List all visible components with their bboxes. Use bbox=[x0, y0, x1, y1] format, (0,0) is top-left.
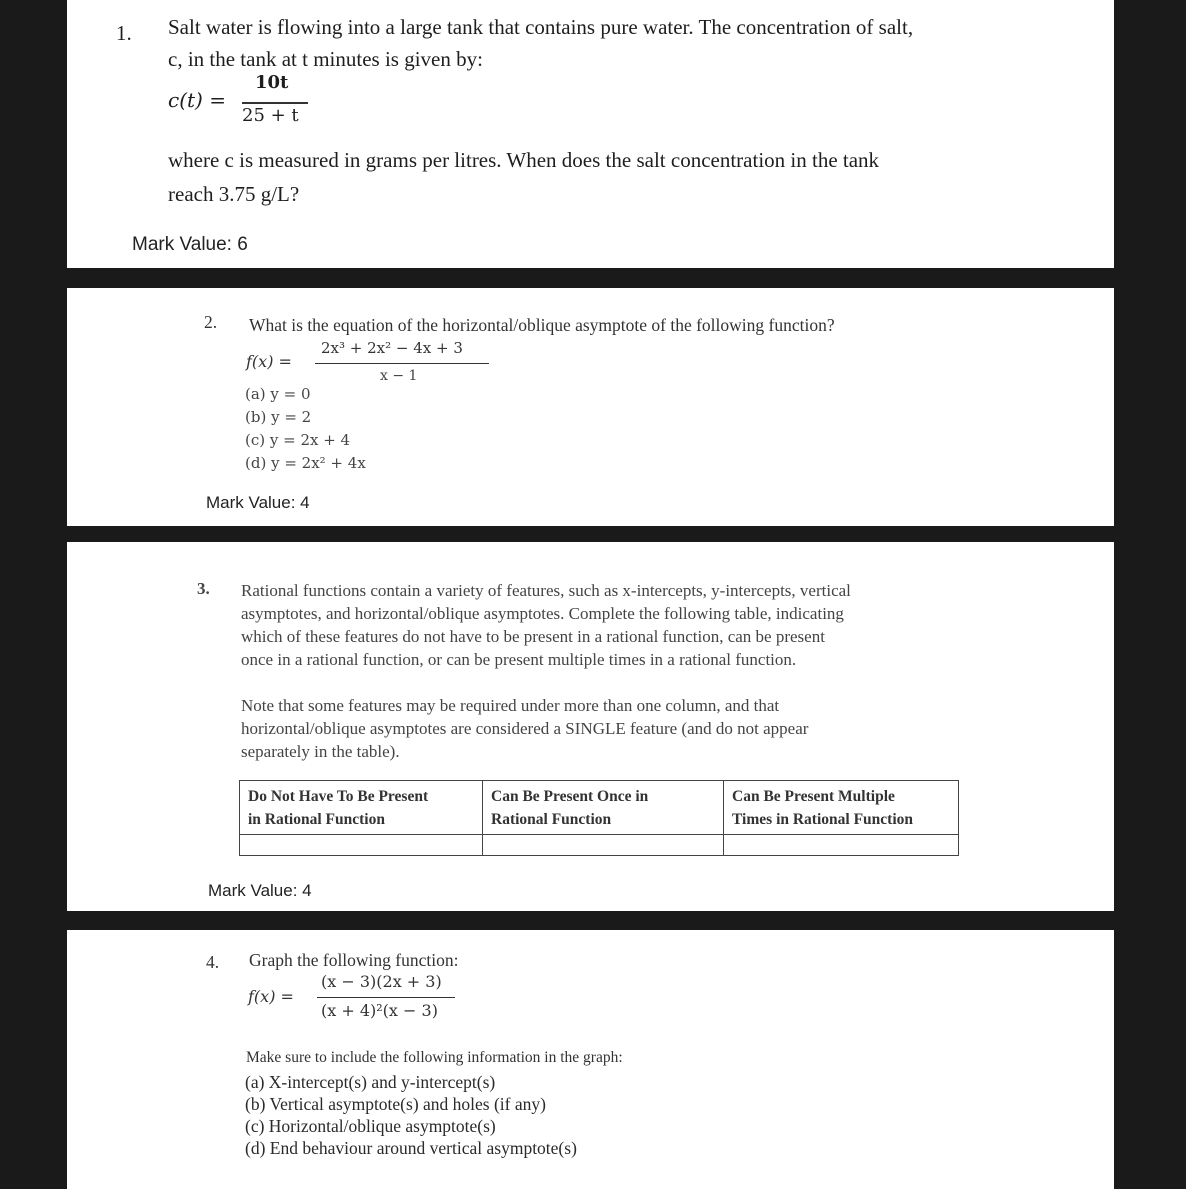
header-line: Rational Function bbox=[491, 811, 612, 828]
question-4-formula-lhs: f(x) = bbox=[248, 987, 294, 1006]
features-table-answer-cell[interactable] bbox=[724, 835, 959, 856]
question-2-prompt: What is the equation of the horizontal/oblique asymptote of the following function? bbox=[249, 315, 835, 335]
question-1-number: 1. bbox=[116, 21, 132, 45]
features-table bbox=[239, 780, 959, 856]
features-table-header-cell bbox=[483, 781, 724, 835]
question-4-requirements-list bbox=[245, 1071, 577, 1159]
question-2-option-d: (d) y = 2x² + 4x bbox=[245, 454, 366, 472]
question-2-card bbox=[67, 288, 1114, 526]
header-line: in Rational Function bbox=[248, 811, 385, 828]
header-line: Times in Rational Function bbox=[732, 811, 914, 828]
question-1-text-line-2: c, in the tank at t minutes is given by: bbox=[168, 47, 483, 71]
question-4-card bbox=[67, 930, 1114, 1189]
question-3-paragraph-1-line: Rational functions contain a variety of features, such as x-intercepts, y-intercepts, vertical bbox=[241, 581, 851, 600]
question-1-text-line-4: reach 3.75 g/L? bbox=[168, 182, 300, 206]
question-3-number: 3. bbox=[197, 579, 210, 598]
list-item: (d) End behaviour around vertical asymptote(s) bbox=[245, 1138, 577, 1158]
features-table-header-cell bbox=[724, 781, 959, 835]
question-3-paragraph-1-line: once in a rational function, or can be present multiple times in a rational function. bbox=[241, 650, 797, 669]
question-2-option-a: (a) y = 0 bbox=[245, 385, 311, 403]
question-3-card bbox=[67, 542, 1114, 911]
question-1-fraction-bar bbox=[242, 102, 308, 104]
question-4-formula-denominator: (x + 4)²(x − 3) bbox=[321, 1001, 438, 1020]
question-2-formula-lhs: f(x) = bbox=[246, 352, 292, 371]
question-1-card bbox=[67, 0, 1114, 268]
list-item: (c) Horizontal/oblique asymptote(s) bbox=[245, 1116, 496, 1136]
question-1-formula-denominator: 25 + t bbox=[242, 105, 299, 126]
question-2-option-b: (b) y = 2 bbox=[245, 408, 312, 426]
question-1-mark-value: Mark Value: 6 bbox=[132, 234, 248, 255]
header-line: Can Be Present Once in bbox=[491, 788, 649, 805]
question-2-formula-numerator: 2x³ + 2x² − 4x + 3 bbox=[321, 339, 463, 357]
question-4-number: 4. bbox=[206, 952, 220, 972]
list-item: (a) X-intercept(s) and y-intercept(s) bbox=[245, 1072, 496, 1092]
header-line: Can Be Present Multiple bbox=[732, 788, 895, 805]
question-1-text-line-3: where c is measured in grams per litres. When does the salt concentration in the tank bbox=[168, 148, 880, 172]
question-2-option-c: (c) y = 2x + 4 bbox=[245, 431, 351, 449]
question-3-paragraph-1-line: asymptotes, and horizontal/oblique asymptotes. Complete the following table, indicating bbox=[241, 604, 844, 623]
question-3-paragraph-2-line: Note that some features may be required under more than one column, and that bbox=[241, 696, 780, 715]
question-1-formula-numerator: 10t bbox=[255, 72, 289, 93]
question-2-mark-value: Mark Value: 4 bbox=[206, 493, 310, 512]
question-1-formula-lhs: c(t) = bbox=[168, 88, 226, 112]
header-line: Do Not Have To Be Present bbox=[248, 788, 429, 805]
features-table-answer-row bbox=[240, 835, 959, 856]
features-table-header-row bbox=[240, 781, 959, 835]
features-table-answer-cell[interactable] bbox=[240, 835, 483, 856]
question-3-paragraph-2-line: horizontal/oblique asymptotes are considered a SINGLE feature (and do not appear bbox=[241, 719, 809, 738]
question-2-number: 2. bbox=[204, 312, 218, 332]
features-table-header-cell bbox=[240, 781, 483, 835]
question-1-text-line-1: Salt water is flowing into a large tank that contains pure water. The concentration of salt, bbox=[168, 15, 914, 39]
question-4-fraction-bar bbox=[317, 997, 455, 998]
list-item: (b) Vertical asymptote(s) and holes (if any) bbox=[245, 1094, 546, 1114]
question-2-formula-denominator: x − 1 bbox=[380, 368, 418, 384]
question-3-mark-value: Mark Value: 4 bbox=[208, 881, 312, 900]
features-table-answer-cell[interactable] bbox=[483, 835, 724, 856]
question-4-prompt: Graph the following function: bbox=[249, 950, 459, 970]
question-4-instruction: Make sure to include the following information in the graph: bbox=[246, 1049, 623, 1066]
question-3-paragraph-1 bbox=[241, 579, 851, 671]
question-3-paragraph-1-line: which of these features do not have to be present in a rational function, can be present bbox=[241, 627, 825, 646]
question-2-fraction-bar bbox=[315, 363, 489, 364]
question-3-paragraph-2-line: separately in the table). bbox=[241, 742, 400, 761]
question-3-paragraph-2 bbox=[241, 694, 808, 763]
question-4-formula-numerator: (x − 3)(2x + 3) bbox=[321, 972, 442, 991]
